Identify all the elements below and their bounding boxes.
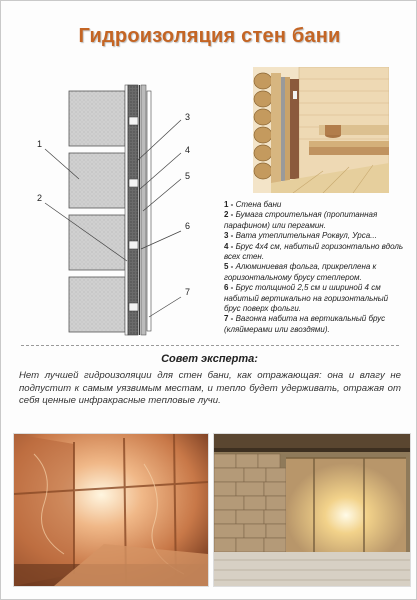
legend-item-4: 4 - Брус 4х4 см, набитый горизонтально вдоль всех стен. bbox=[224, 241, 404, 262]
legend-item-3: 3 - Вата утеплительная Роквул, Урса... bbox=[224, 231, 377, 241]
paper-layer bbox=[125, 85, 128, 335]
page-title: Гидроизоляция стен бани bbox=[78, 25, 341, 47]
callout-3: 3 bbox=[185, 112, 191, 122]
callout-6: 6 bbox=[185, 221, 191, 231]
callout-1: 1 bbox=[37, 139, 43, 149]
section-divider bbox=[21, 345, 399, 346]
legend-item-7: 7 - Вагонка набита на вертикальный брус (кляймерами или гвоздями). bbox=[224, 314, 386, 334]
callout-4: 4 bbox=[185, 145, 191, 155]
legend-item-5: 5 - Алюминиевая фольга, прикреплена к горизонтальному брусу степлером. bbox=[224, 262, 377, 282]
wall-section-diagram bbox=[19, 71, 219, 351]
tip-text: Нет лучшей гидроизоляции для стен бани, как отражающая: она и влагу не подпустит к самым уязвимым местам, и тепло будет удерживать, отражая от себя ценные инфракрасные тепловые лучи. bbox=[19, 370, 401, 407]
legend-item-2: 2 - Бумага строительная (пропитанная парафином) или пергамин. bbox=[224, 210, 378, 230]
callout-7: 7 bbox=[185, 287, 191, 297]
legend-item-6: 6 - Брус толщиной 2,5 см и шириной 4 см набитый вертикально на горизонтальный брус поверх фольги. bbox=[224, 283, 389, 314]
wall-blocks bbox=[69, 91, 125, 332]
foil-insulation-photo bbox=[13, 433, 209, 587]
tip-title: Совет эксперта: bbox=[161, 353, 258, 365]
vertical-bar bbox=[141, 85, 146, 335]
callout-2: 2 bbox=[37, 193, 43, 203]
callout-5: 5 bbox=[185, 171, 191, 181]
sauna-interior-photo bbox=[253, 67, 389, 193]
lining bbox=[147, 91, 151, 331]
legend-item-1: 1 - Стена бани bbox=[224, 200, 282, 209]
legend bbox=[224, 200, 404, 335]
foil-wall-photo bbox=[213, 433, 411, 587]
